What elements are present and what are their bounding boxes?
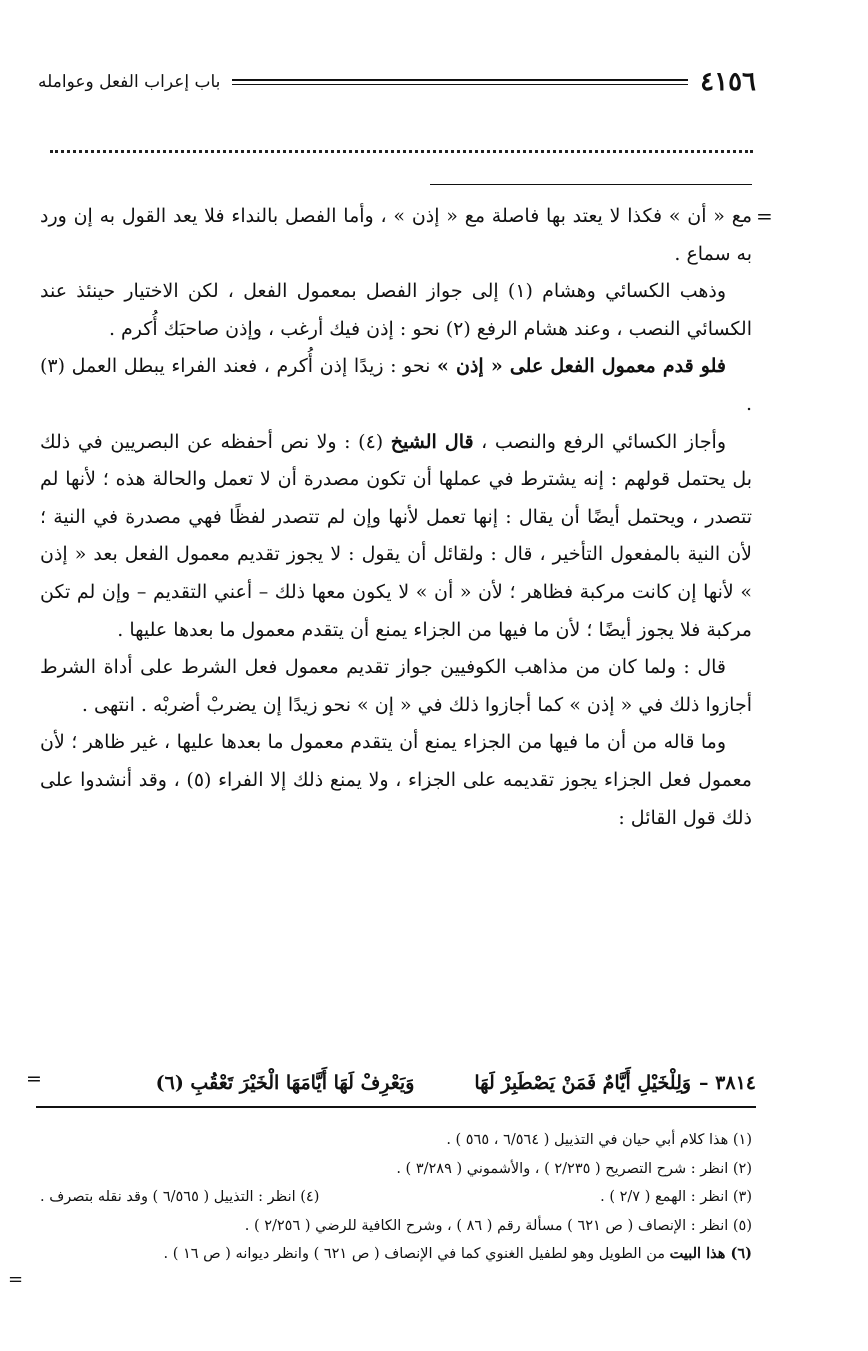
verse-number: ٣٨١٤ – [699, 1072, 756, 1094]
paragraph-4-text: (٤) : ولا نص أحفظه عن البصريين في ذلك بل يحتمل قولهم : إنه يشترط في عملها أن تكون مصدرة أن لا تعمل والحالة هذه ؛ لأنها لم تتصدر ، ويحتمل أيضًا أن يقال : إنها تعمل لأنها وإن لم تتصدر لفظًا فهي مصدرة في النية ؛ لأن النية بالمفعول التأخير ، قال : ولقائل أن يقول : لا يجوز تقديم معمول الفعل بعد « إذن » لأنها إن كانت مركبة فظاهر ؛ لأن « أن » لا يكون معها ذلك – أعني التقديم – وإن لم تكن مركبة فلا يجوز أيضًا ؛ لأن ما فيها من الجزاء يمنع أن يتقدم معمول ما بعدها عليها . [40, 430, 752, 641]
footnote-2: (٢) انظر : شرح التصريح ( ٢/٢٣٥ ) ، والأشموني ( ٣/٢٨٩ ) . [396, 1160, 752, 1177]
paragraph-5: قال : ولما كان من مذاهب الكوفيين جواز تقديم معمول فعل الشرط على أداة الشرط أجازوا ذلك في « إذن » كما أجازوا ذلك في « إن » نحو زيدًا إن يضربْ أضربْه . انتهى . [40, 656, 752, 716]
dotted-separator [50, 150, 753, 153]
footnote-continuation-mark: = [8, 1269, 24, 1290]
footnote-6-label: (٦) هذا البيت [669, 1245, 752, 1263]
verse-first-hemistich: وَلِلْخَيْلِ أَيَّامٌ فَمَنْ يَصْطَبِرْ لَهَا [474, 1072, 692, 1094]
footnote-1: (١) هذا كلام أبي حيان في التذييل ( ٦/٥٦٤ ، ٥٦٥ ) . [446, 1132, 752, 1148]
footnote-row-3-4 [40, 1183, 752, 1212]
page-header [38, 62, 756, 102]
page-number: ٤١٥٦ [700, 67, 756, 97]
header-rule [232, 79, 688, 85]
paragraph-4-bold: قال الشيخ [390, 430, 474, 453]
paragraph-2: وذهب الكسائي وهشام (١) إلى جواز الفصل بمعمول الفعل ، لكن الاختيار حينئذ عند الكسائي النصب ، وعند هشام الرفع (٢) نحو : إذن فيك أرغب ، وإذن صاحبَك أُكرم . [40, 280, 752, 340]
footnote-5: (٥) انظر : الإنصاف ( ص ٦٢١ ) مسألة رقم ( ٨٦ ) ، وشرح الكافية للرضي ( ٢/٢٥٦ ) . [244, 1217, 752, 1234]
paragraph-3-bold-lead: فلو قدم معمول الفعل على « إذن » [436, 355, 726, 378]
footnote-3: (٣) انظر : الهمع ( ٢/٧ ) . [600, 1189, 752, 1206]
paragraph-3 [40, 348, 752, 423]
paragraph-4-lead: وأجاز الكسائي الرفع والنصب ، [473, 430, 727, 453]
continuation-mark: = [756, 204, 773, 228]
main-text [40, 198, 752, 837]
short-rule [430, 184, 752, 185]
footnotes [8, 1126, 752, 1290]
poetry-verse [26, 1060, 756, 1108]
paragraph-4 [40, 424, 752, 650]
footnote-6 [40, 1240, 752, 1269]
footnote-6-text: من الطويل وهو لطفيل الغنوي كما في الإنصاف ( ص ٦٢١ ) وانظر ديوانه ( ص ١٦ ) . [163, 1246, 670, 1263]
running-head: باب إعراب الفعل وعوامله [38, 72, 221, 92]
footnote-4: (٤) انظر : التذييل ( ٦/٥٦٥ ) وقد نقله بتصرف . [40, 1189, 320, 1206]
verse-second-hemistich: وَيَعْرِفْ لَهَا أَيَّامَهَا الْخَيْرَ تَعْقُبِ (٦) [155, 1072, 415, 1094]
paragraph-1: مع « أن » فكذا لا يعتد بها فاصلة مع « إذن » ، وأما الفصل بالنداء فلا يعد القول به إن ورد به سماع . [40, 205, 752, 265]
verse-continuation-mark: = [26, 1068, 42, 1090]
paragraph-3-text: نحو : زيدًا إذن أُكرم ، فعند الفراء يبطل العمل (٣) . [40, 355, 752, 415]
paragraph-6: وما قاله من أن ما فيها من الجزاء يمنع أن يتقدم معمول ما بعدها عليها ، غير ظاهر ؛ لأن معمول فعل الجزاء يجوز تقديمه على الجزاء ، ولا يمنع ذلك إلا الفراء (٥) ، وقد أنشدوا على ذلك قول القائل : [40, 731, 752, 829]
